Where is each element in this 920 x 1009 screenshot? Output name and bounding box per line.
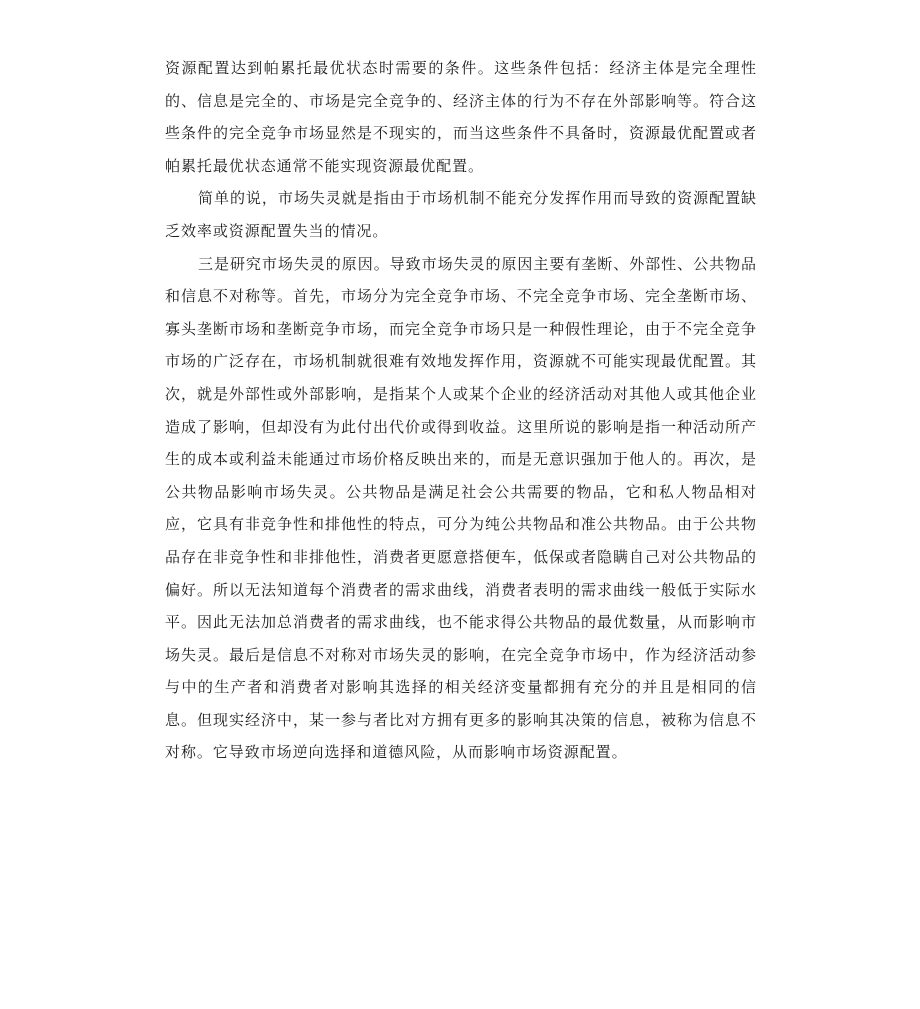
paragraph-2: 简单的说，市场失灵就是指由于市场机制不能充分发挥作用而导致的资源配置缺乏效率或资源配置失当的情况。 — [165, 189, 757, 240]
paragraph-3: 三是研究市场失灵的原因。导致市场失灵的原因主要有垄断、外部性、公共物品和信息不对称等。首先，市场分为完全竞争市场、不完全竞争市场、完全垄断市场、寡头垄断市场和垄断竞争市场，而完全竞争市场只是一种假性理论，由于不完全竞争市场的广泛存在，市场机制就很难有效地发挥作用，资源就不可能实现最优配置。其次，就是外部性或外部影响，是指某个人或某个企业的经济活动对其他人或其他企业造成了影响，但却没有为此付出代价或得到收益。这里所说的影响是指一种活动所产生的成本或利益未能通过市场价格反映出来的，而是无意识强加于他人的。再次，是公共物品影响市场失灵。公共物品是满足社会公共需要的物品，它和私人物品相对应，它具有非竞争性和排他性的特点，可分为纯公共物品和准公共物品。由于公共物品存在非竞争性和非排他性，消费者更愿意搭便车，低保或者隐瞒自己对公共物品的偏好。所以无法知道每个消费者的需求曲线，消费者表明的需求曲线一般低于实际水平。因此无法加总消费者的需求曲线，也不能求得公共物品的最优数量，从而影响市场失灵。最后是信息不对称对市场失灵的影响，在完全竞争市场中，作为经济活动参与中的生产者和消费者对影响其选择的相关经济变量都拥有充分的并且是相同的信息。但现实经济中，某一参与者比对方拥有更多的影响其决策的信息，被称为信息不对称。它导致市场逆向选择和道德风险，从而影响市场资源配置。 — [165, 254, 757, 762]
document-body — [165, 52, 757, 769]
paragraph-1: 资源配置达到帕累托最优状态时需要的条件。这些条件包括：经济主体是完全理性的、信息是完全的、市场是完全竞争的、经济主体的行为不存在外部影响等。符合这些条件的完全竞争市场显然是不现实的，而当这些条件不具备时，资源最优配置或者帕累托最优状态通常不能实现资源最优配置。 — [165, 59, 757, 175]
